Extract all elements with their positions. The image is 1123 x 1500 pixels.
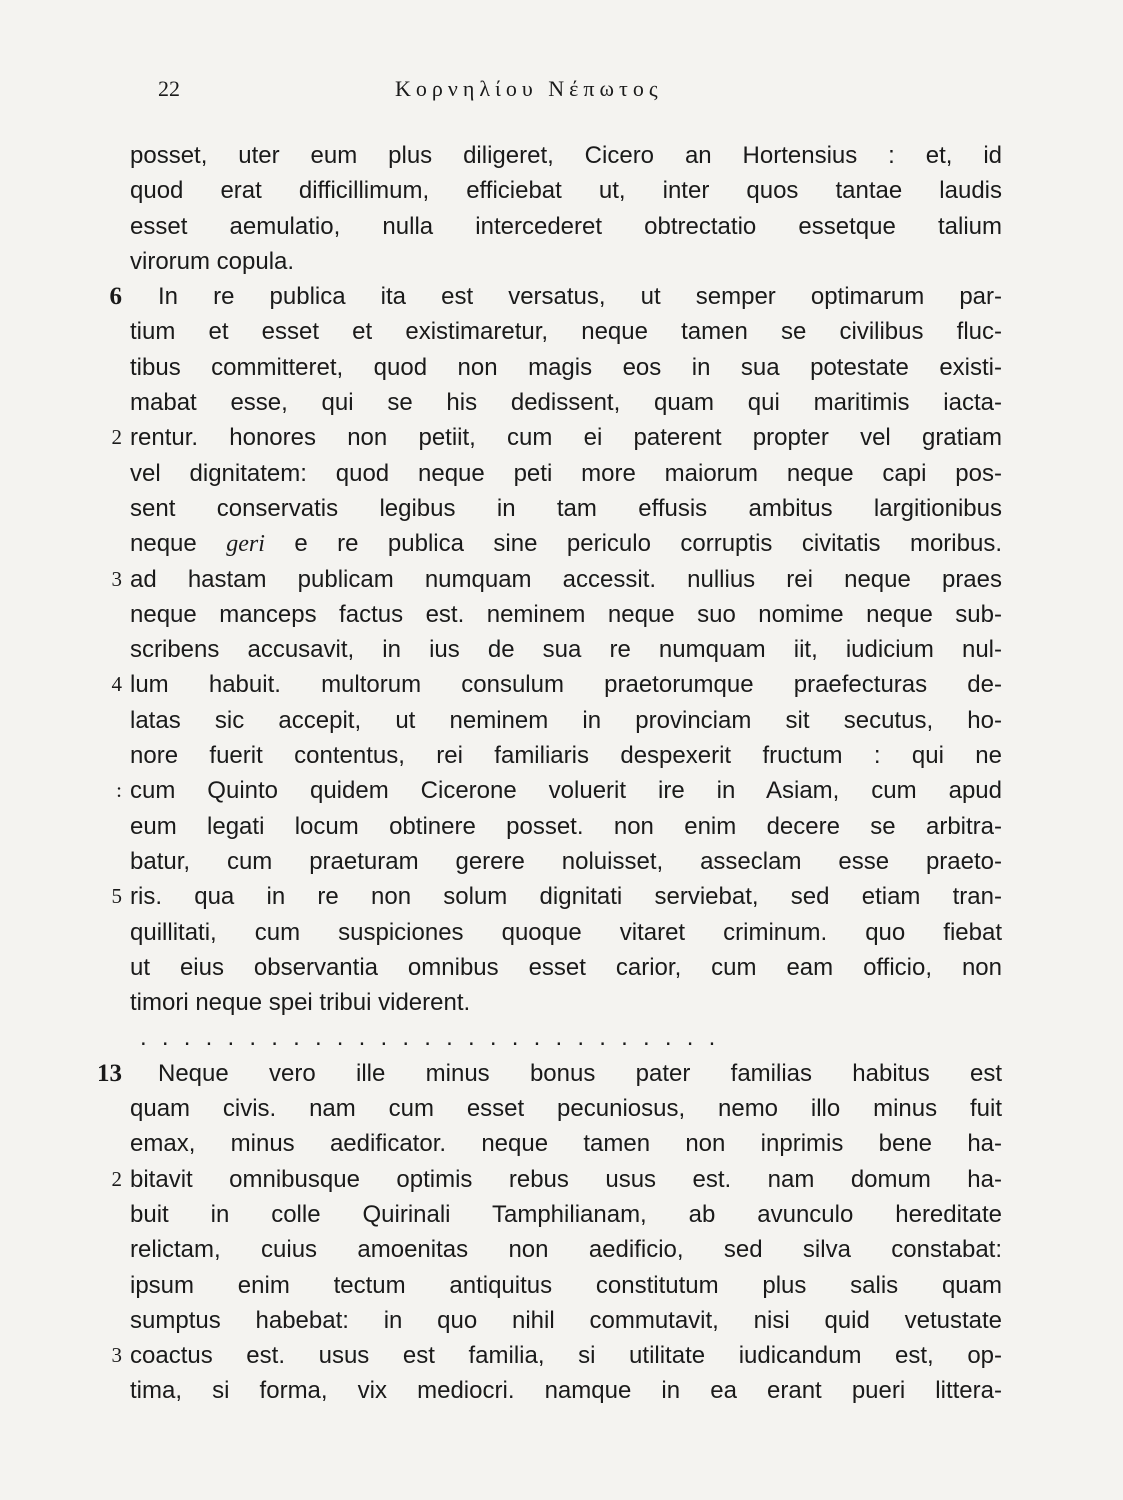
text-line <box>0 985 1123 1020</box>
line-text: tium et esset et existimaretur, neque tamen se civilibus fluc- <box>130 318 1002 346</box>
line-text: In re publica ita est versatus, ut semper optimarum par- <box>158 283 1002 311</box>
line-text: scribens accusavit, in ius de sua re numquam iit, iudicium nul- <box>130 636 1002 664</box>
line-text: sent conservatis legibus in tam effusis ambitus largitionibus <box>130 494 1002 522</box>
line-text: buit in colle Quirinali Tamphilianam, ab avunculo hereditate <box>130 1200 1002 1228</box>
line-text: rentur. honores non petiit, cum ei paterent propter vel gratiam <box>130 424 1002 452</box>
line-text: quillitati, cum suspiciones quoque vitaret criminum. quo fiebat <box>130 918 1002 946</box>
text-line <box>0 773 1123 808</box>
text-line <box>0 738 1123 773</box>
line-text <box>130 526 1002 561</box>
line-text: ipsum enim tectum antiquitus constitutum plus salis quam <box>130 1271 1002 1299</box>
text-line <box>0 1126 1123 1161</box>
omission-dots <box>0 1020 1123 1055</box>
text-line <box>0 526 1123 561</box>
text-line <box>0 915 1123 950</box>
line-text: tima, si forma, vix mediocri. namque in ea erant pueri littera- <box>130 1377 1002 1405</box>
text-line <box>0 562 1123 597</box>
subsection-number: 2 <box>111 425 122 450</box>
margin-mark: : <box>116 778 122 803</box>
text-line <box>0 1197 1123 1232</box>
text-line <box>0 209 1123 244</box>
ellipsis-text: ........................... <box>140 1024 731 1052</box>
text-line <box>0 244 1123 279</box>
text-line <box>0 667 1123 702</box>
text-line <box>0 1268 1123 1303</box>
line-text: posset, uter eum plus diligeret, Cicero an Hortensius : et, id <box>130 142 1002 169</box>
line-text: neque manceps factus est. neminem neque suo nomime neque sub- <box>130 600 1002 628</box>
subsection-number: 4 <box>111 672 122 697</box>
text-line <box>0 844 1123 879</box>
text-line <box>0 314 1123 349</box>
line-text: esset aemulatio, nulla intercederet obtrectatio essetque talium <box>130 212 1002 240</box>
section-number: 6 <box>109 283 122 311</box>
text-line <box>0 950 1123 985</box>
text-line <box>0 420 1123 455</box>
text-line <box>0 138 1123 173</box>
line-text: batur, cum praeturam gerere noluisset, asseclam esse praeto- <box>130 847 1002 875</box>
line-text: sumptus habebat: in quo nihil commutavit, nisi quid vetustate <box>130 1306 1002 1334</box>
text-line <box>0 279 1123 314</box>
line-text: lum habuit. multorum consulum praetorumque praefecturas de- <box>130 671 1002 699</box>
line-text: relictam, cuius amoenitas non aedificio, sed silva constabat: <box>130 1236 1002 1264</box>
text-line <box>0 703 1123 738</box>
page-header <box>0 76 1123 106</box>
line-text: quod erat difficillimum, efficiebat ut, inter quos tantae laudis <box>130 177 1002 205</box>
text-line <box>0 597 1123 632</box>
subsection-number: 2 <box>111 1166 122 1191</box>
subsection-number: 5 <box>111 884 122 909</box>
text-line <box>0 456 1123 491</box>
line-text: quam civis. nam cum esset pecuniosus, nemo illo minus fuit <box>130 1095 1002 1123</box>
line-text: tibus committeret, quod non magis eos in sua potestate existi- <box>130 353 1002 381</box>
text-line <box>0 1338 1123 1373</box>
line-text: vel dignitatem: quod neque peti more maiorum neque capi pos- <box>130 459 1002 487</box>
line-rest: e re publica sine periculo corruptis civitatis moribus. <box>294 530 1002 558</box>
text-line <box>0 1303 1123 1338</box>
text-line <box>0 350 1123 385</box>
line-text: ris. qua in re non solum dignitati serviebat, sed etiam tran- <box>130 883 1002 911</box>
text-line <box>0 1162 1123 1197</box>
subsection-number: 3 <box>111 1343 122 1368</box>
italic-word: geri <box>226 531 265 558</box>
line-text: coactus est. usus est familia, si utilitate iudicandum est, op- <box>130 1342 1002 1370</box>
line-text: cum Quinto quidem Cicerone voluerit ire in Asiam, cum apud <box>130 777 1002 805</box>
line-text: bitavit omnibusque optimis rebus usus est. nam domum ha- <box>130 1165 1002 1193</box>
text-line <box>0 385 1123 420</box>
section-number: 13 <box>97 1059 122 1087</box>
line-prefix: neque <box>130 530 197 558</box>
text-line <box>0 1232 1123 1267</box>
line-text: mabat esse, qui se his dedissent, quam qui maritimis iacta- <box>130 389 1002 417</box>
line-text: virorum copula. <box>130 247 295 275</box>
line-text: Neque vero ille minus bonus pater familias habitus est <box>158 1059 1002 1087</box>
text-line <box>0 632 1123 667</box>
line-text: ad hastam publicam numquam accessit. nullius rei neque praes <box>130 565 1002 593</box>
main-text <box>0 138 1123 1409</box>
page-number: 22 <box>158 76 180 101</box>
line-text: nore fuerit contentus, rei familiaris despexerit fructum : qui ne <box>130 742 1002 770</box>
subsection-number: 3 <box>111 566 122 591</box>
text-line <box>0 1056 1123 1091</box>
text-line <box>0 173 1123 208</box>
line-text: emax, minus aedificator. neque tamen non inprimis bene ha- <box>130 1130 1002 1158</box>
text-line <box>0 1091 1123 1126</box>
text-line <box>0 809 1123 844</box>
line-text: ut eius observantia omnibus esset carior, cum eam officio, non <box>130 953 1002 981</box>
line-text: latas sic accepit, ut neminem in provinciam sit secutus, ho- <box>130 706 1002 734</box>
running-title: Κορνηλίου Νέπωτος <box>395 76 663 101</box>
text-line <box>0 879 1123 914</box>
text-line <box>0 1373 1123 1408</box>
text-line <box>0 491 1123 526</box>
line-text: timori neque spei tribui viderent. <box>130 989 471 1017</box>
line-text: eum legati locum obtinere posset. non enim decere se arbitra- <box>130 812 1002 840</box>
